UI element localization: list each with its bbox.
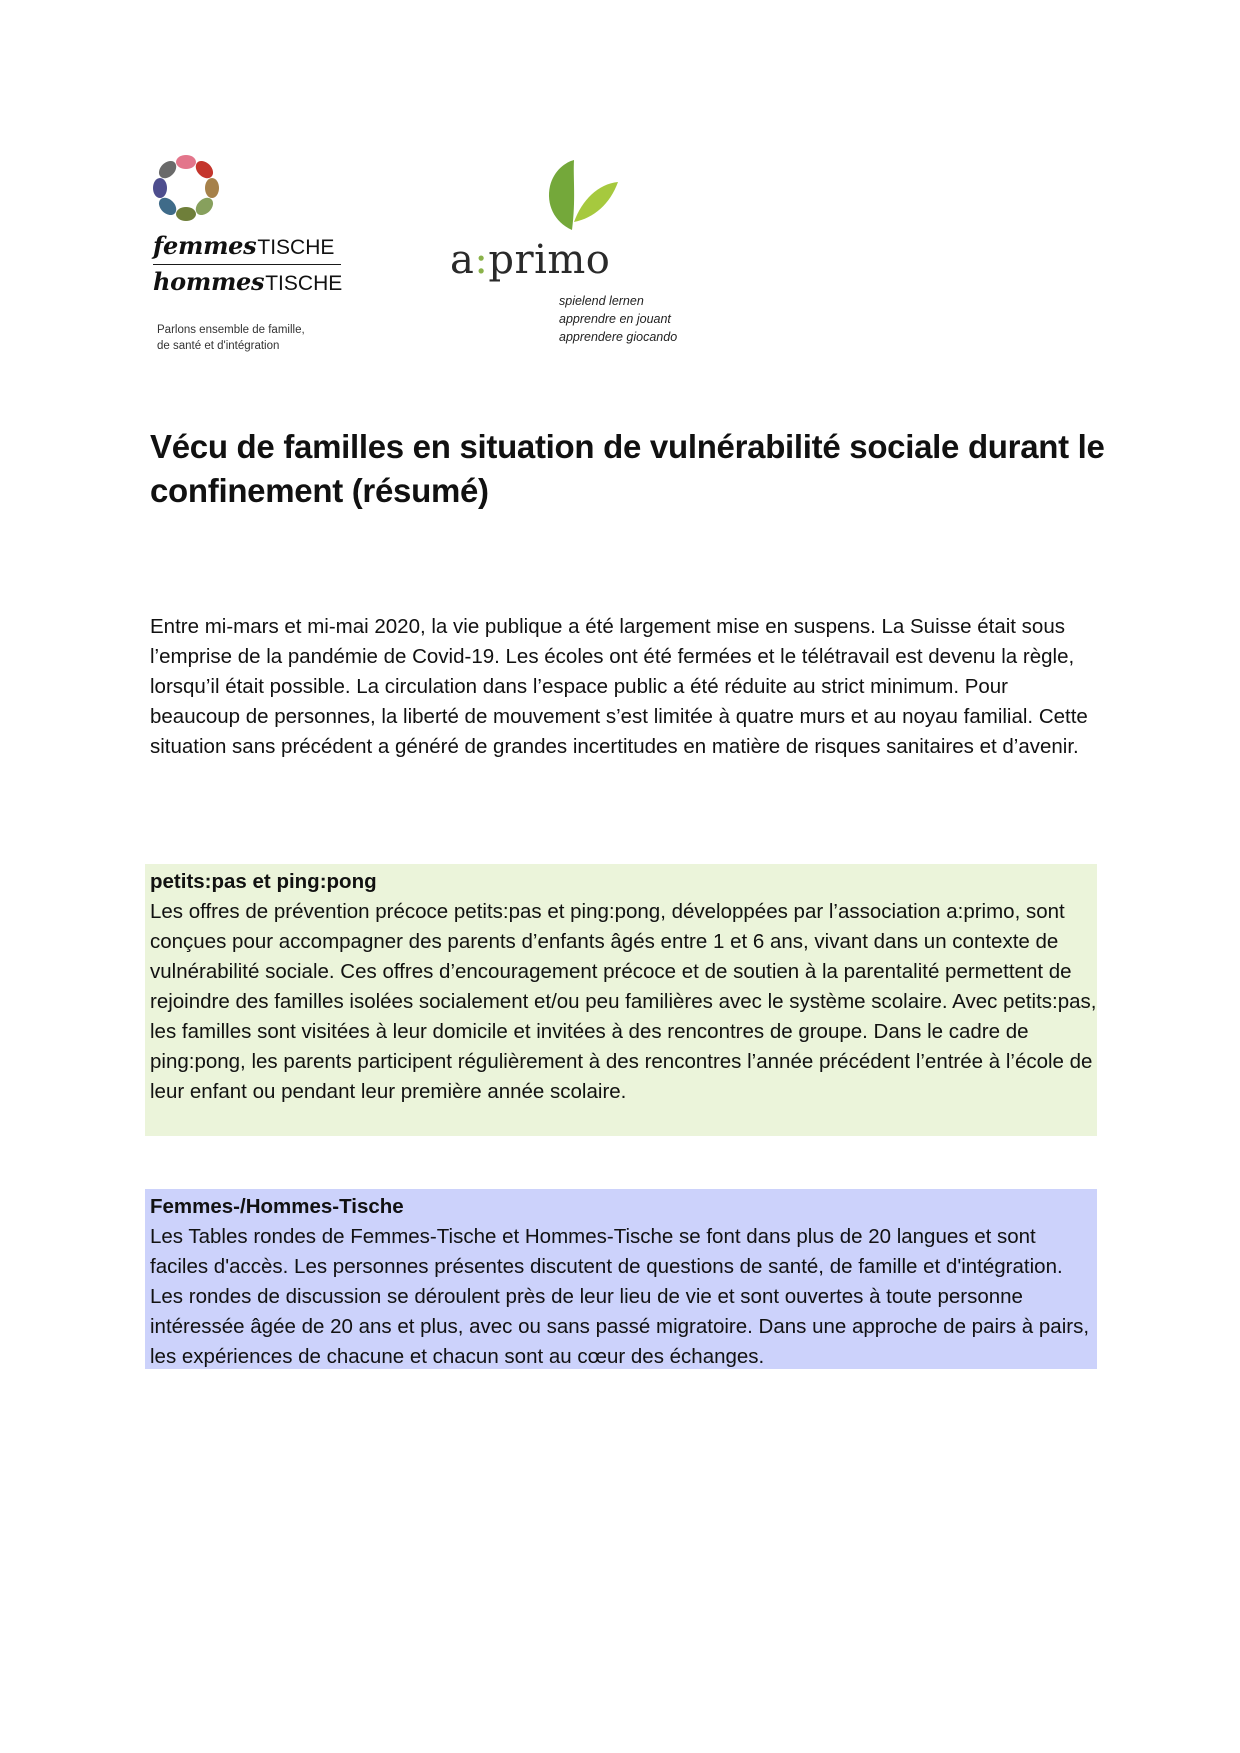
aprimo-tagline: apprendre en jouant [559, 312, 671, 326]
aprimo-tagline: spielend lernen [559, 294, 644, 308]
femmes-hommes-tische-info-box [145, 1189, 1097, 1369]
petits-pas-text: Les offres de prévention précoce petits:pas et ping:pong, développées par l’association a:primo, sont conçues pour accompagner des parents d’enfants âgés entre 1 et 6 ans, vivant dans un contexte de vulnérabilité sociale. Ces offres d’encouragement précoce et de soutien à la parentalité permettent de rejoindre des familles isolées socialement et/ou peu familières avec le système scolaire. Avec petits:pas, les familles sont visitées à leur domicile et invitées à des rencontres de groupe. Dans le cadre de ping:pong, les parents participent régulièrement à des rencontres l’année précédent l’entrée à l’école de leur enfant ou pendant leur première année scolaire. [150, 900, 1097, 1103]
aprimo-word-colon: : [474, 237, 489, 283]
femmestische-tagline [157, 322, 377, 354]
aprimo-taglines [559, 292, 677, 346]
femmes-hommes-tische-heading: Femmes-/Hommes-Tische [150, 1195, 404, 1218]
flower-petal [192, 194, 216, 218]
flower-petal [176, 207, 196, 221]
flower-petal [156, 158, 180, 182]
aprimo-wordmark [450, 237, 610, 283]
femmestische-flower-icon [150, 152, 222, 224]
femmestische-tagline-line: Parlons ensemble de famille, [157, 324, 305, 336]
leaf-left-wing [549, 160, 574, 230]
aprimo-logo [450, 160, 710, 360]
petits-pas-info-box [145, 864, 1097, 1136]
femmestische-logo [150, 152, 350, 362]
femmes-hommes-tische-text: Les Tables rondes de Femmes-Tische et Hommes-Tische se font dans plus de 20 langues et sont faciles d'accès. Les personnes présentes discutent de questions de santé, de famille et d'intégration. Les rondes de discussion se déroulent près de leur lieu de vie et sont ouvertes à toute personne intéressée âgée de 20 ans et plus, avec ou sans passé migratoire. Dans une approche de pairs à pairs, les expériences de chacune et chacun sont au cœur des échanges. [150, 1225, 1090, 1368]
flower-petal [156, 194, 180, 218]
flower-petal [205, 178, 219, 198]
femmes-caps: TISCHE [257, 236, 335, 259]
document-title: Vécu de familles en situation de vulnérabilité sociale durant le confinement (résumé) [150, 428, 1105, 509]
flower-petal [153, 178, 167, 198]
aprimo-word-a: a [450, 237, 475, 283]
aprimo-tagline: apprendere giocando [559, 330, 678, 344]
petits-pas-heading: petits:pas et ping:pong [150, 870, 377, 893]
flower-petal [192, 158, 216, 182]
femmestische-divider [153, 264, 341, 265]
aprimo-word-rest: primo [488, 237, 611, 283]
hommes-caps: TISCHE [265, 272, 343, 295]
butterfly-leaf-icon [538, 160, 618, 235]
hommes-brand: hommes [153, 267, 265, 296]
femmestische-wordmark [153, 232, 334, 262]
hommestische-wordmark [153, 268, 342, 298]
femmes-brand: femmes [153, 231, 257, 260]
leaf-right-wing [574, 182, 618, 222]
intro-paragraph: Entre mi-mars et mi-mai 2020, la vie publique a été largement mise en suspens. La Suisse était sous l’emprise de la pandémie de Covid-19. Les écoles ont été fermées et le télétravail est devenu la règle, lorsqu’il était possible. La circulation dans l’espace public a été réduite au strict minimum. Pour beaucoup de personnes, la liberté de mouvement s’est limitée à quatre murs et au noyau familial. Cette situation sans précédent a généré de grandes incertitudes en matière de risques sanitaires et d’avenir. [150, 615, 1088, 758]
femmestische-tagline-line: de santé et d'intégration [157, 340, 280, 352]
flower-petal [176, 155, 196, 169]
